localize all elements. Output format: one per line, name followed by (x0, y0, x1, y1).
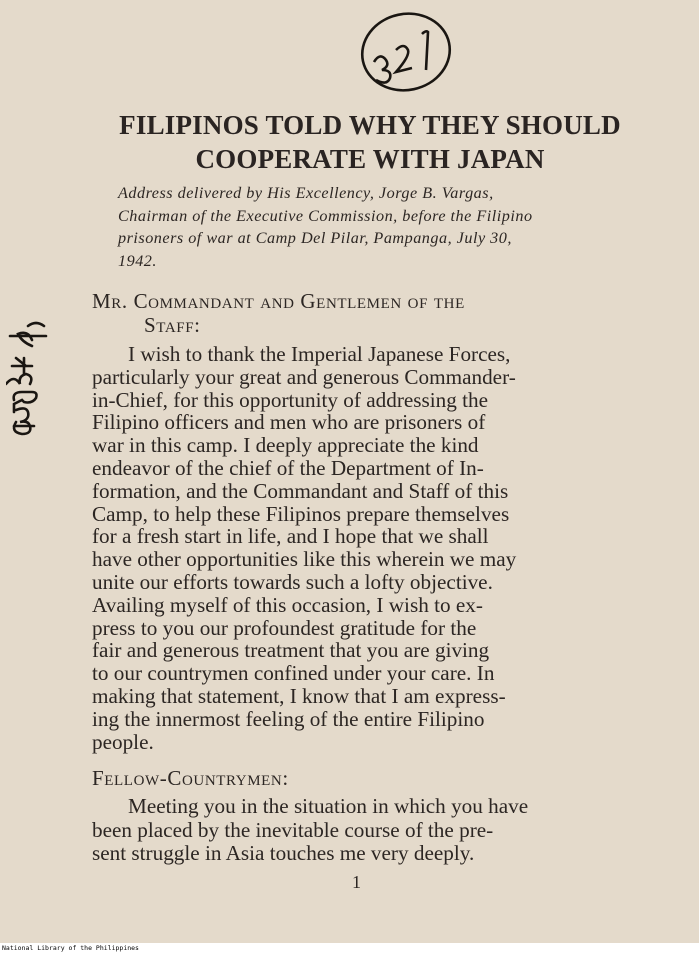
address-subtitle (118, 182, 648, 272)
subtitle-line: prisoners of war at Camp Del Pilar, Pampanga, July 30, (118, 229, 512, 247)
paragraph-line: formation, and the Commandant and Staff of this (92, 478, 509, 503)
paragraph-line: to our countrymen confined under your care. In (92, 661, 495, 686)
paragraph-2 (92, 795, 652, 866)
subtitle-line: 1942. (118, 251, 157, 270)
subtitle-line: Chairman of the Executive Commission, before the Filipino (118, 206, 533, 225)
paragraph-line: fair and generous treatment that you are giving (92, 638, 490, 663)
paragraph-line: Filipino officers and men who are prisoners of (92, 410, 486, 435)
paragraph-line: for a fresh start in life, and I hope that we shall (92, 524, 489, 549)
title-line: FILIPINOS TOLD WHY THEY SHOULD (119, 110, 621, 140)
paragraph-line: making that statement, I know that I am express- (92, 683, 506, 708)
paragraph-line: Camp, to help these Filipinos prepare themselves (92, 501, 510, 526)
paragraph-line: endeavor of the chief of the Department of In- (92, 455, 484, 480)
handwritten-accession-number (6, 318, 58, 438)
paragraph-line: Availing myself of this occasion, I wish to ex- (92, 592, 483, 617)
salutation (92, 289, 652, 337)
footer-credit: National Library of the Philippines (2, 944, 139, 952)
paragraph-line: been placed by the inevitable course of the pre- (92, 817, 494, 842)
paragraph-line: have other opportunities like this wherein we may (92, 547, 517, 572)
page-number: 1 (352, 872, 361, 892)
subtitle-line: Address delivered by His Excellency, Jorge B. Vargas, (118, 184, 494, 202)
salutation-line: Staff: (144, 313, 201, 337)
paragraph-line: particularly your great and generous Commander- (92, 364, 516, 389)
paragraph-line: in-Chief, for this opportunity of addressing the (92, 387, 489, 412)
title-line: COOPERATE WITH JAPAN (195, 144, 545, 174)
paragraph-line: war in this camp. I deeply appreciate the kind (92, 433, 479, 458)
paragraph-line: sent struggle in Asia touches me very deeply. (92, 841, 475, 865)
handwritten-page-number-stamp (360, 6, 452, 94)
paragraph-1 (92, 343, 652, 753)
salutation-fellow-countrymen: Fellow-Countrymen: (92, 766, 289, 790)
paragraph-line: press to you our profoundest gratitude for the (92, 615, 477, 640)
paragraph-line: Meeting you in the situation in which you have (128, 794, 529, 818)
paragraph-line: people. (92, 729, 154, 754)
paragraph-line: unite our efforts towards such a lofty objective. (92, 569, 493, 594)
document-title (70, 108, 670, 176)
paragraph-line: ing the innermost feeling of the entire Filipino (92, 706, 485, 731)
paragraph-line: I wish to thank the Imperial Japanese Forces, (128, 342, 511, 366)
salutation-line: Mr. Commandant and Gentlemen of the (92, 289, 465, 313)
